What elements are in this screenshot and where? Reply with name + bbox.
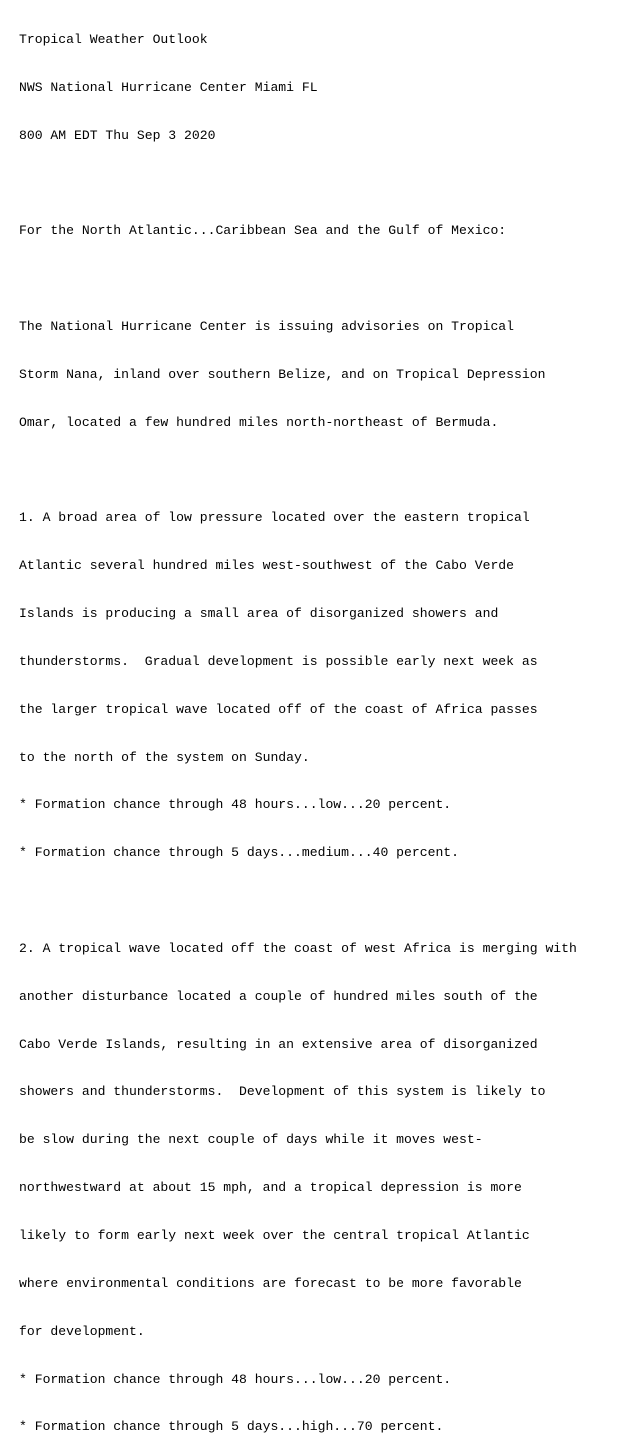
- system-2-line: northwestward at about 15 mph, and a tropical depression is more: [19, 1180, 522, 1196]
- system-1-line: Atlantic several hundred miles west-southwest of the Cabo Verde: [19, 558, 515, 574]
- system-2-formation-48h: * Formation chance through 48 hours...low...20 percent.: [19, 1371, 452, 1387]
- system-2-line: 2. A tropical wave located off the coast of west Africa is merging with: [19, 940, 577, 956]
- system-2-line: likely to form early next week over the central tropical Atlantic: [19, 1228, 530, 1243]
- system-1-line: the larger tropical wave located off of the coast of Africa passes: [19, 701, 538, 717]
- system-2-line: another disturbance located a couple of hundred miles south of the: [19, 988, 538, 1004]
- system-1-line: thunderstorms. Gradual development is possible early next week as: [19, 653, 538, 669]
- blank-line: [19, 271, 630, 287]
- blank-line: [19, 893, 630, 909]
- issue-time: 800 AM EDT Thu Sep 3 2020: [19, 127, 216, 143]
- system-2-line: be slow during the next couple of days while it moves west-: [19, 1132, 483, 1148]
- intro-line: The National Hurricane Center is issuing advisories on Tropical: [19, 318, 515, 334]
- system-1-formation-48h: * Formation chance through 48 hours...low...20 percent.: [19, 797, 452, 813]
- blank-line: [19, 175, 630, 191]
- system-2-line: where environmental conditions are forecast to be more favorable: [19, 1275, 522, 1291]
- blank-line: [19, 463, 630, 479]
- system-1-line: to the north of the system on Sunday.: [19, 749, 310, 765]
- system-1-line: Islands is producing a small area of disorganized showers and: [19, 606, 499, 622]
- system-2-formation-5d: * Formation chance through 5 days...high...70 percent.: [19, 1419, 444, 1435]
- system-2-line: showers and thunderstorms. Development of this system is likely to: [19, 1084, 546, 1100]
- intro-line: Storm Nana, inland over southern Belize, and on Tropical Depression: [19, 366, 546, 382]
- intro-line: Omar, located a few hundred miles north-northeast of Bermuda.: [19, 414, 499, 430]
- system-1-line: 1. A broad area of low pressure located over the eastern tropical: [19, 510, 530, 526]
- region-heading: For the North Atlantic...Caribbean Sea and the Gulf of Mexico:: [19, 223, 507, 239]
- issuing-office: NWS National Hurricane Center Miami FL: [19, 79, 318, 95]
- system-2-line: Cabo Verde Islands, resulting in an extensive area of disorganized: [19, 1036, 538, 1052]
- system-1-formation-5d: * Formation chance through 5 days...medium...40 percent.: [19, 845, 460, 861]
- system-2-line: for development.: [19, 1323, 145, 1339]
- product-title: Tropical Weather Outlook: [19, 31, 208, 47]
